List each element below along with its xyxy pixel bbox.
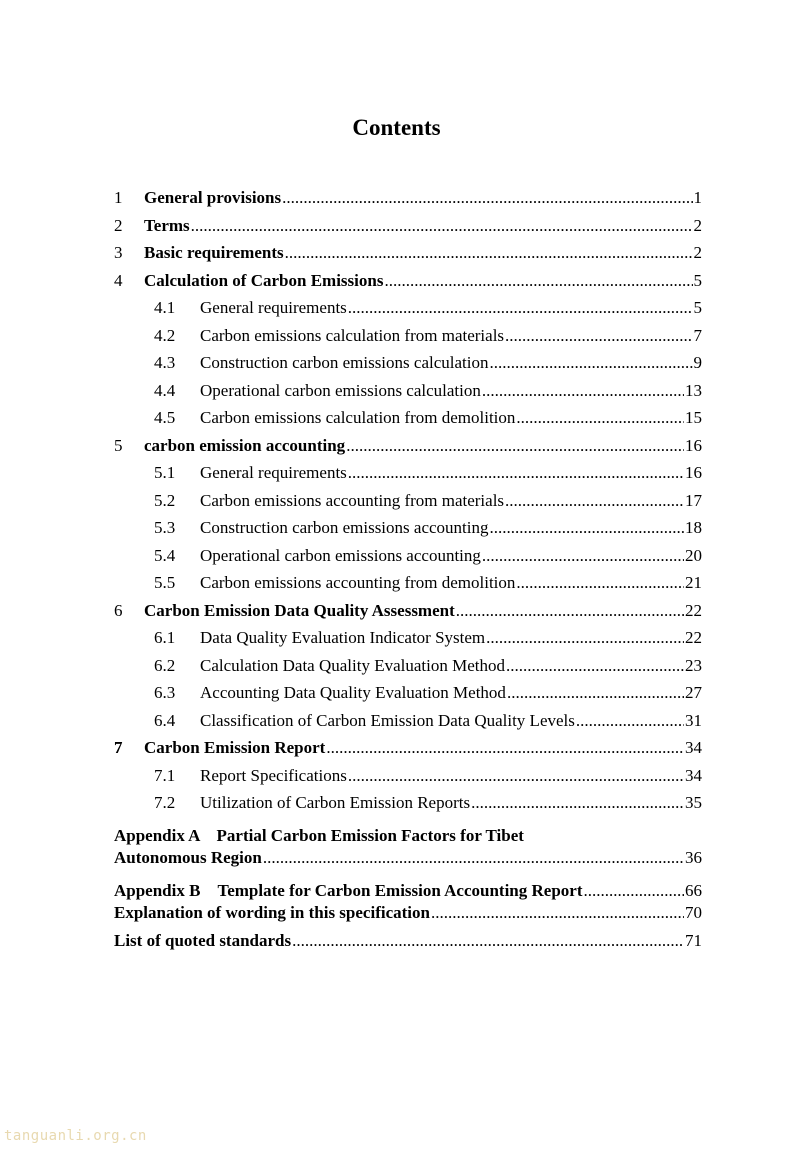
dot-leader [576, 711, 684, 731]
toc-entry-label: Appendix A Partial Carbon Emission Factors for Tibet [114, 825, 524, 845]
page-title: Contents [352, 115, 441, 140]
dot-leader [456, 601, 684, 621]
toc-entry-4-1[interactable] [114, 298, 702, 326]
toc-entry-page: 16 [685, 435, 702, 455]
toc-entry-label: Classification of Carbon Emission Data Quality Levels [200, 710, 575, 730]
toc-entry-label: Report Specifications [200, 765, 347, 785]
dot-leader [282, 188, 692, 208]
toc-entry-appendix-a-line1[interactable] [114, 821, 702, 849]
toc-entry-5-1[interactable] [114, 463, 702, 491]
toc-entry-3[interactable] [114, 243, 702, 271]
toc-entry-number: 5.2 [154, 490, 176, 510]
toc-entry-label: Basic requirements [144, 243, 284, 262]
toc-entry-4-2[interactable] [114, 326, 702, 354]
table-of-contents [114, 188, 702, 958]
toc-entry-5[interactable] [114, 436, 702, 464]
dot-leader [482, 546, 684, 566]
toc-entry-number: 1 [114, 188, 123, 207]
toc-entry-page: 1 [693, 188, 702, 207]
dot-leader [384, 271, 692, 291]
toc-entry-explanation[interactable] [114, 903, 702, 931]
toc-entry-page: 23 [685, 655, 702, 675]
toc-entry-number: 6.3 [154, 683, 176, 702]
dot-leader [505, 491, 684, 511]
toc-entry-page: 34 [685, 738, 702, 757]
toc-entry-label: Construction carbon emissions calculation [200, 353, 489, 372]
toc-entry-number: 4.2 [154, 325, 176, 345]
toc-entry-number: 7.1 [154, 765, 176, 785]
toc-entry-page: 2 [693, 215, 702, 235]
dot-leader [326, 738, 684, 758]
toc-entry-page: 35 [685, 793, 702, 812]
toc-entry-number: 4.1 [154, 298, 176, 317]
toc-entry-number: 5.3 [154, 518, 176, 537]
toc-entry-label: General provisions [144, 188, 282, 207]
toc-entry-label: Construction carbon emissions accounting [200, 518, 489, 537]
toc-entry-6[interactable] [114, 601, 702, 629]
toc-entry-number: 5.5 [154, 573, 176, 592]
dot-leader [292, 931, 684, 951]
toc-entry-label: Carbon emissions accounting from demolition [200, 573, 516, 592]
toc-entry-label: Accounting Data Quality Evaluation Method [200, 683, 506, 702]
toc-entry-page: 66 [685, 880, 702, 900]
toc-entry-quoted-standards[interactable] [114, 931, 702, 959]
toc-entry-number: 4 [114, 270, 123, 290]
toc-entry-5-3[interactable] [114, 518, 702, 546]
toc-entry-number: 7 [114, 738, 123, 757]
dot-leader [191, 216, 693, 236]
toc-entry-number: 5 [114, 435, 123, 455]
toc-entry-label: Autonomous Region [114, 848, 262, 867]
toc-entry-label: Calculation of Carbon Emissions [144, 270, 384, 290]
dot-leader [489, 353, 692, 373]
toc-entry-label: General requirements [200, 463, 347, 482]
dot-leader [486, 628, 684, 648]
toc-entry-page: 21 [685, 573, 702, 592]
toc-entry-5-5[interactable] [114, 573, 702, 601]
toc-entry-label: Appendix B Template for Carbon Emission Accounting Report [114, 880, 583, 900]
toc-entry-5-2[interactable] [114, 491, 702, 519]
toc-entry-label: Operational carbon emissions accounting [200, 545, 481, 565]
toc-entry-page: 22 [685, 600, 702, 620]
toc-entry-page: 2 [693, 243, 702, 262]
toc-entry-page: 36 [685, 848, 702, 867]
toc-entry-label: Carbon emissions calculation from materials [200, 325, 505, 345]
toc-entry-page: 71 [685, 930, 702, 950]
toc-entry-5-4[interactable] [114, 546, 702, 574]
toc-entry-number: 6 [114, 600, 123, 620]
toc-entry-number: 6.2 [154, 655, 176, 675]
toc-entry-page: 9 [693, 353, 702, 372]
toc-entry-6-1[interactable] [114, 628, 702, 656]
dot-leader [348, 463, 684, 483]
watermark-text: tanguanli.org.cn [4, 1128, 147, 1144]
toc-entry-label: Terms [144, 215, 190, 235]
toc-entry-number: 4.5 [154, 408, 176, 427]
toc-entry-label: List of quoted standards [114, 930, 292, 950]
toc-entry-page: 22 [685, 628, 702, 647]
dot-leader [348, 766, 684, 786]
toc-entry-page: 13 [685, 380, 702, 400]
toc-entry-number: 6.1 [154, 628, 176, 647]
toc-entry-label: Carbon Emission Report [144, 738, 326, 757]
toc-entry-6-2[interactable] [114, 656, 702, 684]
toc-entry-label: Carbon emissions calculation from demolition [200, 408, 516, 427]
dot-leader [263, 848, 684, 868]
toc-entry-number: 3 [114, 243, 123, 262]
toc-entry-number: 6.4 [154, 710, 176, 730]
toc-entry-page: 70 [685, 903, 702, 922]
toc-entry-7-1[interactable] [114, 766, 702, 794]
toc-entry-number: 4.3 [154, 353, 176, 372]
toc-entry-4-3[interactable] [114, 353, 702, 381]
toc-entry-4-5[interactable] [114, 408, 702, 436]
toc-entry-label: Data Quality Evaluation Indicator System [200, 628, 486, 647]
dot-leader [506, 656, 684, 676]
dot-leader [346, 436, 684, 456]
toc-entry-page: 31 [685, 710, 702, 730]
toc-entry-label: Carbon emissions accounting from materials [200, 490, 505, 510]
toc-entry-appendix-a[interactable] [114, 848, 702, 876]
toc-entry-2[interactable] [114, 216, 702, 244]
toc-entry-7[interactable] [114, 738, 702, 766]
toc-entry-page: 27 [685, 683, 702, 702]
toc-entry-label: Calculation Data Quality Evaluation Method [200, 655, 505, 675]
toc-entry-appendix-b[interactable] [114, 876, 702, 904]
toc-entry-number: 5.1 [154, 463, 176, 482]
dot-leader [482, 381, 684, 401]
toc-entry-page: 7 [693, 325, 702, 345]
dot-leader [285, 243, 693, 263]
toc-entry-label: Explanation of wording in this specification [114, 903, 430, 922]
dot-leader [505, 326, 692, 346]
toc-entry-label: Carbon Emission Data Quality Assessment [144, 600, 455, 620]
toc-entry-label: Operational carbon emissions calculation [200, 380, 481, 400]
toc-entry-page: 15 [685, 408, 702, 427]
toc-entry-page: 5 [693, 298, 702, 317]
dot-leader [584, 881, 685, 901]
toc-entry-number: 5.4 [154, 545, 176, 565]
toc-entry-page: 5 [693, 270, 702, 290]
toc-entry-page: 20 [685, 545, 702, 565]
dot-leader [348, 298, 693, 318]
toc-entry-number: 4.4 [154, 380, 176, 400]
toc-entry-1[interactable] [114, 188, 702, 216]
dot-leader [431, 903, 684, 923]
toc-entry-number: 7.2 [154, 793, 176, 812]
dot-leader [471, 793, 684, 813]
toc-entry-4[interactable] [114, 271, 702, 299]
toc-entry-page: 34 [685, 765, 702, 785]
toc-entry-label: carbon emission accounting [144, 435, 346, 455]
dot-leader [516, 408, 684, 428]
toc-entry-6-4[interactable] [114, 711, 702, 739]
toc-entry-number: 2 [114, 215, 123, 235]
toc-entry-page: 16 [685, 463, 702, 482]
toc-entry-4-4[interactable] [114, 381, 702, 409]
dot-leader [489, 518, 684, 538]
dot-leader [507, 683, 684, 703]
dot-leader [516, 573, 684, 593]
toc-entry-label: Utilization of Carbon Emission Reports [200, 793, 471, 812]
toc-entry-page: 17 [685, 490, 702, 510]
toc-entry-7-2[interactable] [114, 793, 702, 821]
toc-entry-page: 18 [685, 518, 702, 537]
toc-entry-6-3[interactable] [114, 683, 702, 711]
toc-entry-label: General requirements [200, 298, 347, 317]
